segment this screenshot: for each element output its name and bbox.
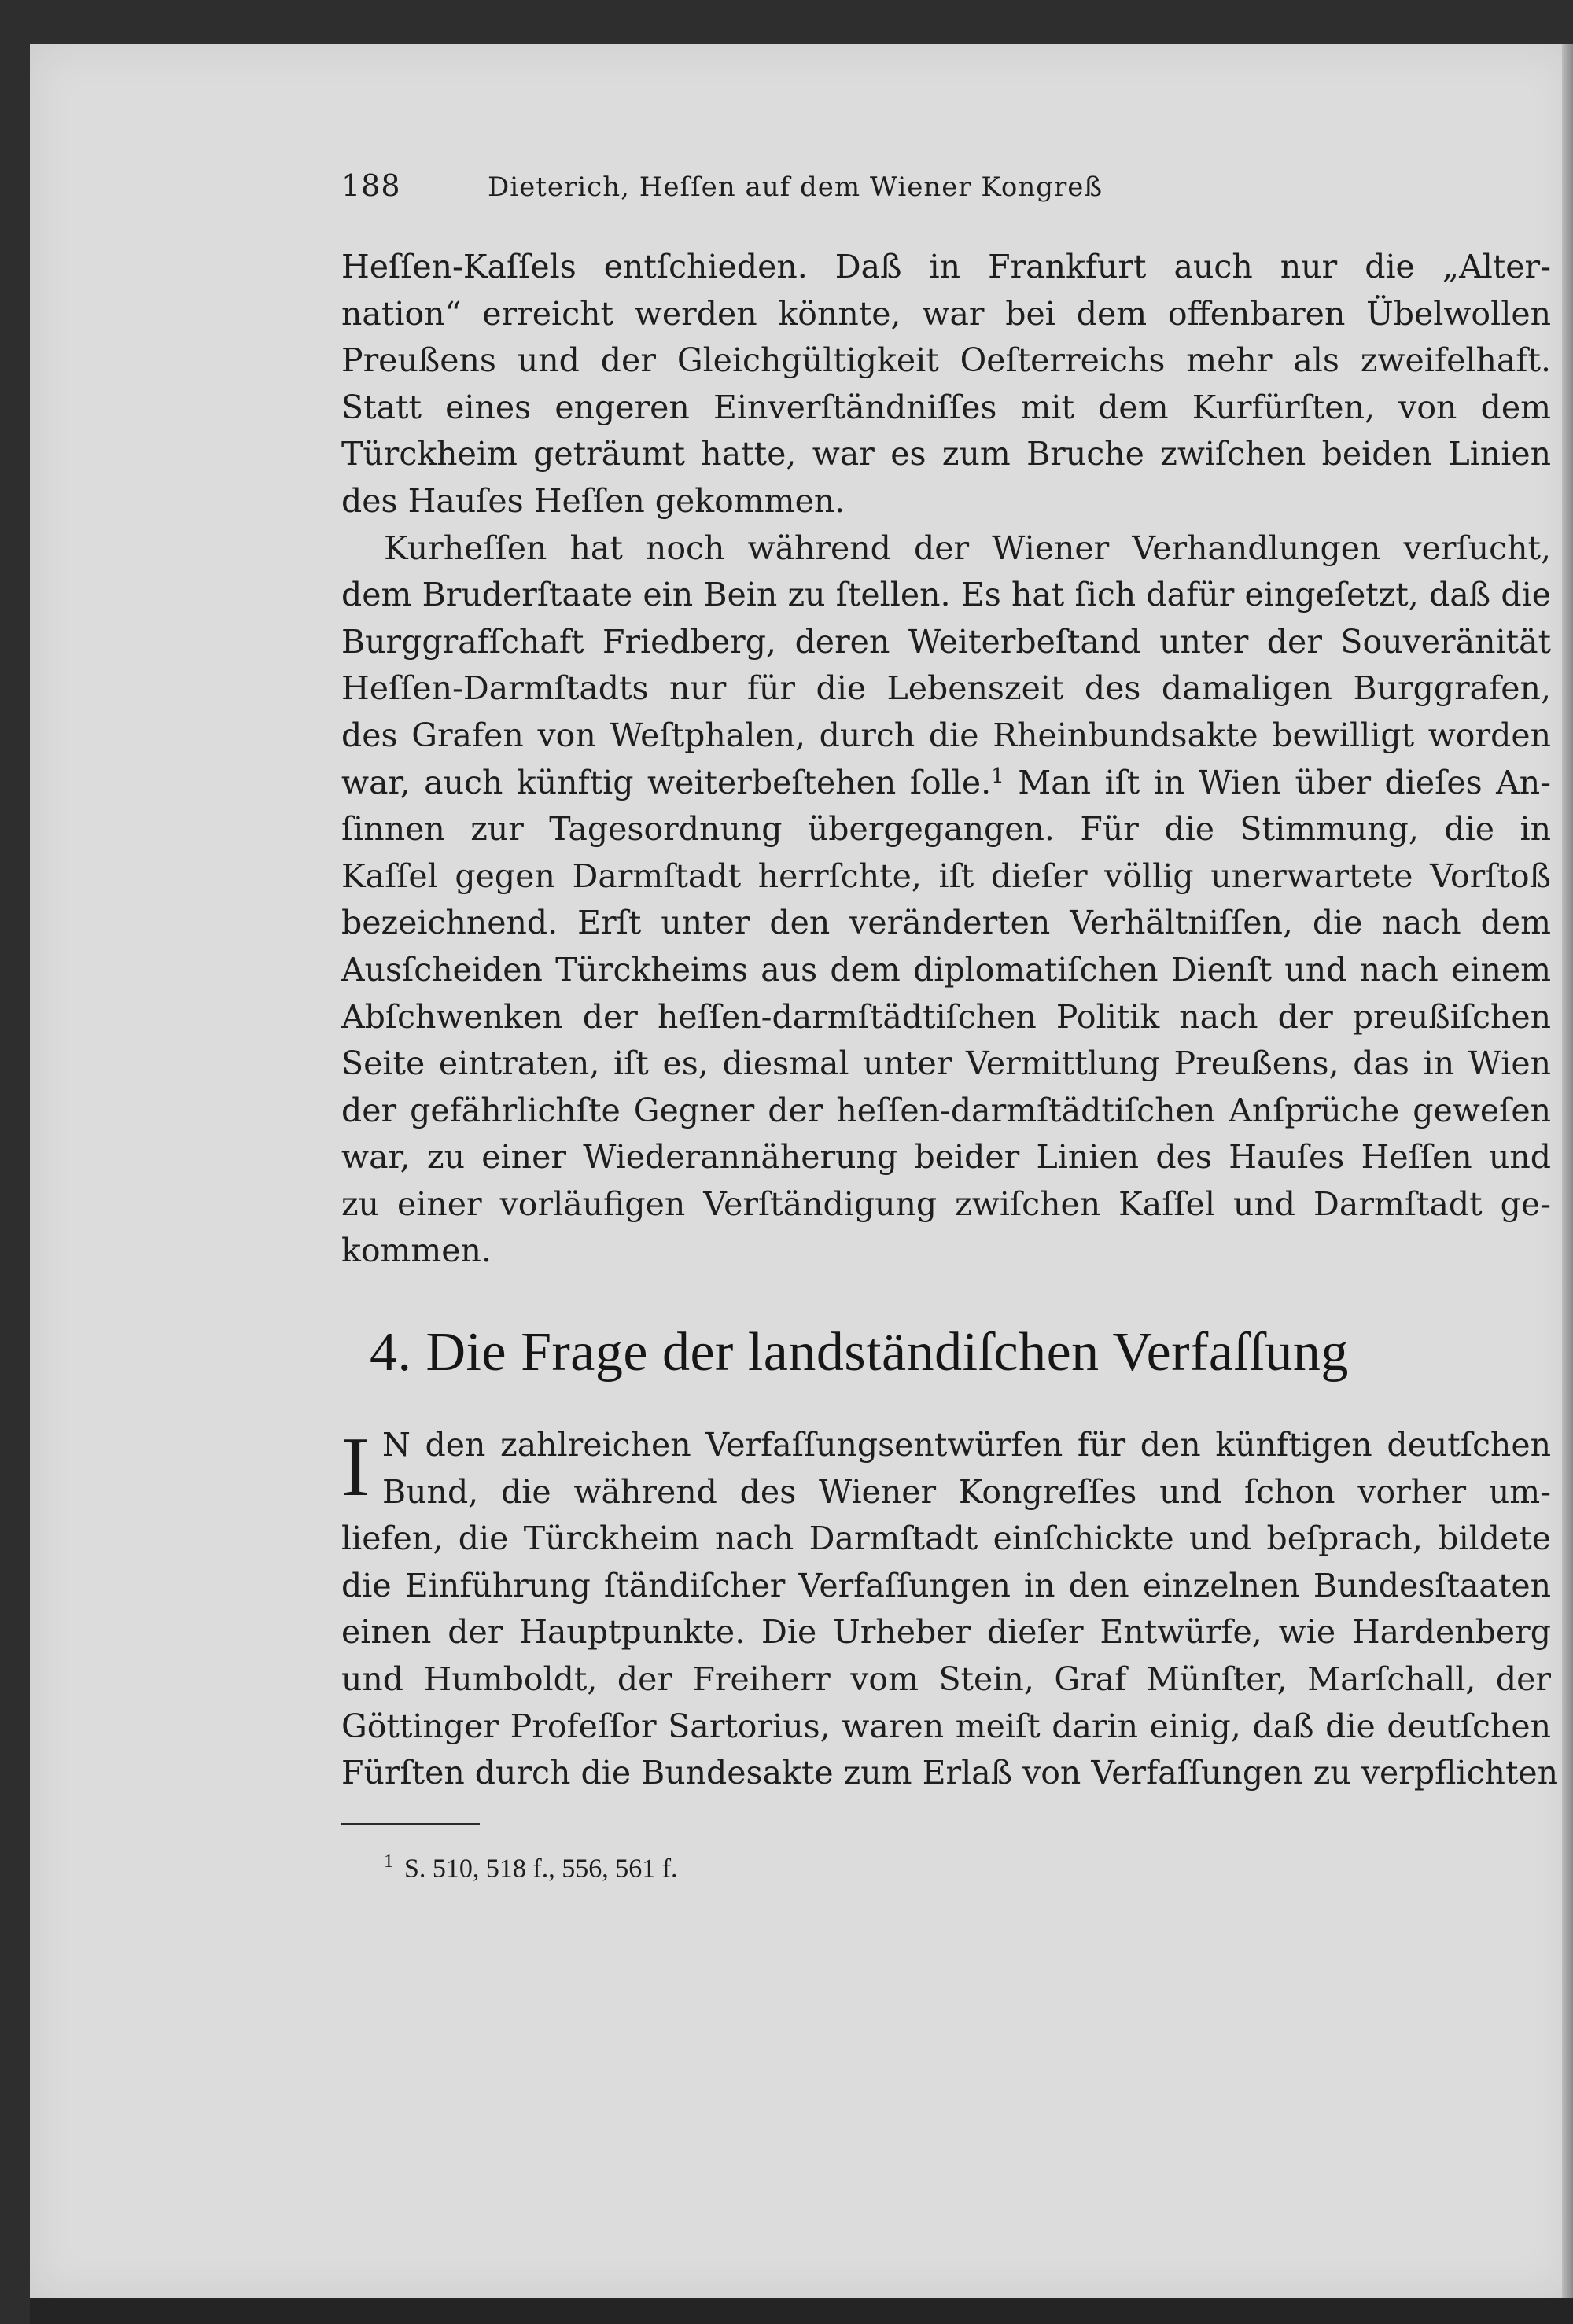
text-line-with-footnote [341, 760, 1551, 807]
text-line: Abſchwenken der heſſen-darmſtädtiſchen Politik nach der preußiſchen [341, 997, 1551, 1036]
text-line: Ausſcheiden Türckheims aus dem diplomatiſchen Dienſt und nach einem [341, 950, 1551, 989]
text-line: zu einer vorläufigen Verſtändigung zwiſchen Kaſſel und Darmſtadt ge- [341, 1184, 1551, 1223]
text-line: kommen. [341, 1232, 492, 1270]
text-line: Kurheſſen hat noch während der Wiener Verhandlungen verſucht, [384, 529, 1551, 567]
text-line: dem Bruderſtaate ein Bein zu ſtellen. Es hat ſich dafür eingeſetzt, daß die [341, 576, 1551, 614]
line-text: Man iſt in Wien über dieſes An- [1004, 763, 1552, 801]
text-line: des Grafen von Weſtphalen, durch die Rheinbundsakte bewilligt worden [341, 716, 1551, 754]
text-line: Türckheim geträumt hatte, war es zum Bruche zwiſchen beiden Linien [341, 435, 1551, 473]
page-edge [1562, 44, 1573, 2298]
footnote-reference: 1 [991, 764, 1004, 788]
footnote-marker: 1 [384, 1851, 393, 1872]
text-line: Statt eines engeren Einverſtändniſſes mit dem Kurfürſten, von dem [341, 388, 1551, 426]
text-line: Kaſſel gegen Darmſtadt herrſchte, iſt dieſer völlig unerwartete Vorſtoß [341, 856, 1551, 895]
footnote-text: S. 510, 518 f., 556, 561 f. [404, 1854, 678, 1884]
text-line: liefen, die Türckheim nach Darmſtadt einſchickte und beſprach, bildete [341, 1519, 1551, 1558]
section-heading: 4. Die Frage der landständiſchen Verfaſſung [370, 1322, 1349, 1383]
text-line: und Humboldt, der Freiherr vom Stein, Graf Münſter, Marſchall, der [341, 1659, 1551, 1698]
text-line: Heſſen-Darmſtadts nur für die Lebenszeit des damaligen Burggrafen, [341, 669, 1551, 708]
text-line: die Einführung ſtändiſcher Verfaſſungen in den einzelnen Bundesſtaaten [341, 1566, 1551, 1604]
footnote-rule [341, 1823, 480, 1825]
running-title: Dieterich, Heſſen auf dem Wiener Kongreß [488, 171, 1103, 203]
text-line: des Hauſes Heſſen gekommen. [341, 481, 845, 520]
drop-cap: I [341, 1420, 370, 1514]
scan-border [30, 2298, 1573, 2324]
page-number: 188 [341, 168, 401, 203]
drop-cap-paragraph [341, 1422, 1551, 1516]
text-line: N den zahlreichen Verfaſſungsentwürfen für den künftigen deutſchen [382, 1426, 1551, 1464]
text-line: ſinnen zur Tagesordnung übergegangen. Für die Stimmung, die in [341, 810, 1551, 849]
text-line: einen der Hauptpunkte. Die Urheber dieſer Entwürfe, wie Hardenberg [341, 1613, 1551, 1652]
body-text [341, 244, 1551, 1275]
running-head [341, 168, 1551, 212]
line-text: war, auch künftig weiterbeſtehen ſolle. [341, 763, 992, 801]
text-line: nation“ erreicht werden könnte, war bei dem offenbaren Übelwollen [341, 294, 1551, 333]
footnote [384, 1851, 678, 1884]
text-line: Fürſten durch die Bundesakte zum Erlaß von Verfaſſungen zu verpflichten [341, 1754, 1559, 1792]
text-line: Bund, die während des Wiener Kongreſſes und ſchon vorher um- [382, 1472, 1551, 1511]
text-line: Burggrafſchaft Friedberg, deren Weiterbeſtand unter der Souveränität [341, 622, 1551, 661]
text-line: der gefährlichſte Gegner der heſſen-darmſtädtiſchen Anſprüche geweſen [341, 1091, 1551, 1129]
text-line: Göttinger Profeſſor Sartorius, waren meiſt darin einig, daß die deutſchen [341, 1707, 1551, 1745]
section-body [341, 1420, 1559, 1797]
text-line: Seite eintraten, iſt es, diesmal unter Vermittlung Preußens, das in Wien [341, 1044, 1551, 1083]
text-line: Preußens und der Gleichgültigkeit Oeſterreichs mehr als zweifelhaft. [341, 341, 1551, 380]
text-line: bezeichnend. Erſt unter den veränderten Verhältniſſen, die nach dem [341, 904, 1551, 942]
text-line: war, zu einer Wiederannäherung beider Linien des Hauſes Heſſen und [341, 1138, 1551, 1177]
text-line: Heſſen-Kaſſels entſchieden. Daß in Frankfurt auch nur die „Alter- [341, 248, 1551, 285]
